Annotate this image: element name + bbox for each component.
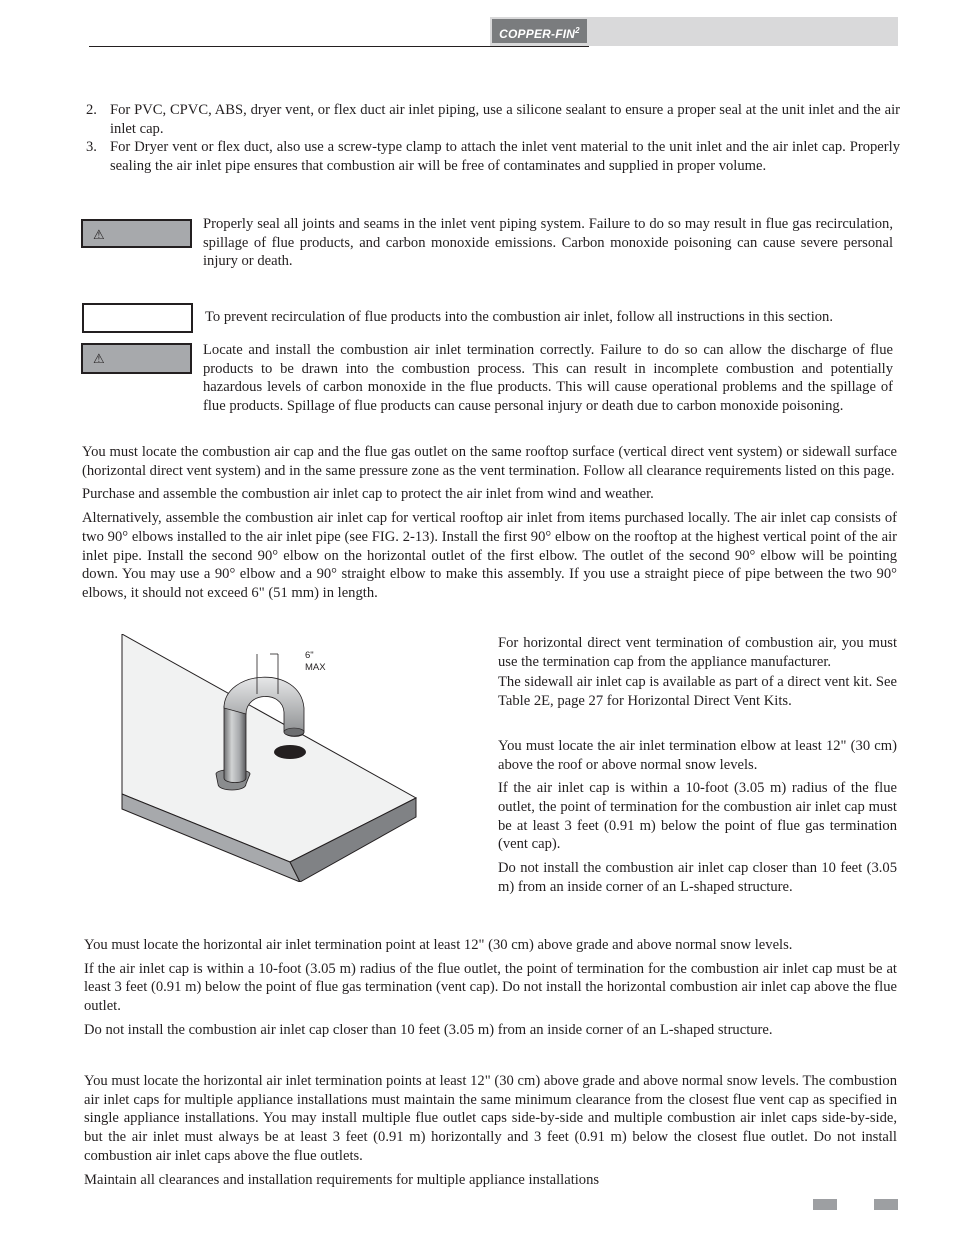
dimension-label: MAX xyxy=(305,662,326,673)
air-inlet-cap-figure xyxy=(110,634,422,882)
list-item: 3. For Dryer vent or flex duct, also use a screw-type clamp to attach the inlet vent material to the unit inlet and the air inlet cap. Properly sealing the air inlet pipe ensures that combustion air will be free of contaminates and supplied in proper volume. xyxy=(86,139,900,175)
footer-tab xyxy=(874,1199,898,1210)
horizontal-section: You must locate the horizontal air inlet termination point at least 12" (30 cm) above grade and above normal snow levels. If the air inlet cap is within a 10-foot (3.05 m) radius of the flue outlet, the point of termination for the combustion air inlet cap must be at least 3 feet (0.91 m) below the point of flue gas termination (vent cap). Do not install the horizontal combustion air inlet cap above the flue outlet. Do not install the combustion air inlet cap closer than 10 feet (3.05 m) from an inside corner of an L-shaped structure. xyxy=(84,937,897,1038)
warning-text: Locate and install the combustion air inlet termination correctly. Failure to do so can allow the discharge of flue products to be drawn into the combustion process. This can result in incomplete combustion and potentially hazardous levels of carbon monoxide in the flue products. This will cause operational problems and the spillage of flue products. Spillage of flue products can cause personal injury or death due to carbon monoxide poisoning. xyxy=(203,342,893,415)
right-column: For horizontal direct vent termination of combustion air, you must use the termination cap from the appliance manufacturer. The sidewall air inlet cap is available as part of a direct vent kit. See Table 2E, page 27 for Horizontal Direct Vent Kits. You must locate the air inlet termination elbow at least 12" (30 cm) above the roof or above normal snow levels. If the air inlet cap is within a 10-foot (3.05 m) radius of the flue outlet, the point of termination for the combustion air inlet cap must be at least 3 feet (0.91 m) below the point of flue gas termination (vent cap). Do not install the combustion air inlet cap closer than 10 feet (3.05 m) from an inside corner of an L-shaped structure. xyxy=(498,635,897,895)
list-item: 2. For PVC, CPVC, ABS, dryer vent, or flex duct air inlet piping, use a silicone sealant to ensure a proper seal at the unit inlet and the air inlet cap. xyxy=(86,102,900,137)
warning-label-box xyxy=(81,343,192,374)
warning-text: Properly seal all joints and seams in the inlet vent piping system. Failure to do so may result in flue gas recirculation, spillage of flue products, and carbon monoxide emissions. Carbon monoxide poisoning can cause severe personal injury or death. xyxy=(203,216,893,270)
warning-triangle-icon: ⚠ xyxy=(93,351,105,366)
dimension-value: 6" xyxy=(305,650,314,661)
warning-label-box xyxy=(81,219,192,248)
multiple-appliance-section: You must locate the horizontal air inlet termination points at least 12" (30 cm) above grade and above normal snow levels. The combustion air inlet caps for multiple appliance installations must maintain the same minimum clearance from the closest flue vent cap as specified in single appliance installations. You may install multiple flue outlet caps side-by-side and multiple combustion air inlet caps side-by-side, but the air inlet must always be at least 3 feet (0.91 m) horizontally and 3 feet (0.91 m) below the closest flue outlet. Do not install combustion air inlet caps above the flue outlets. Maintain all clearances and installation requirements for multiple appliance installations xyxy=(84,1073,897,1188)
notice-label-box xyxy=(82,303,193,333)
brand-logo: COPPER-FIN$^2$ xyxy=(492,19,587,43)
notice-text: To prevent recirculation of flue products into the combustion air inlet, follow all instructions in this section. xyxy=(205,309,833,325)
header-rule xyxy=(89,46,589,47)
warning-triangle-icon: ⚠ xyxy=(93,227,105,242)
footer-tab xyxy=(813,1199,837,1210)
paragraph: You must locate the combustion air cap and the flue gas outlet on the same rooftop surface (vertical direct vent system) or sidewall surface (horizontal direct vent system) and in the same pressure zone as the vent termination. Follow all clearance requirements listed on this page. Purchase and assemble the combustion air inlet cap to protect the air inlet from wind and weather. Alternatively, assemble the combustion air inlet cap for vertical rooftop air inlet from items purchased locally. The air inlet cap consists of two 90° elbows installed to the air inlet pipe (see FIG. 2-13). Install the first 90° elbow on the rooftop at the highest vertical point of the air inlet pipe. Install the second 90° elbow on the horizontal outlet of the first elbow. The outlet of the second 90° elbow will be pointing down. You may use a 90° elbow and a 90° straight elbow to make this assembly. If you use a straight piece of pipe between the two 90° elbows, it should not exceed 6" (51 mm) in length. xyxy=(82,444,897,601)
steps-list xyxy=(84,101,900,176)
